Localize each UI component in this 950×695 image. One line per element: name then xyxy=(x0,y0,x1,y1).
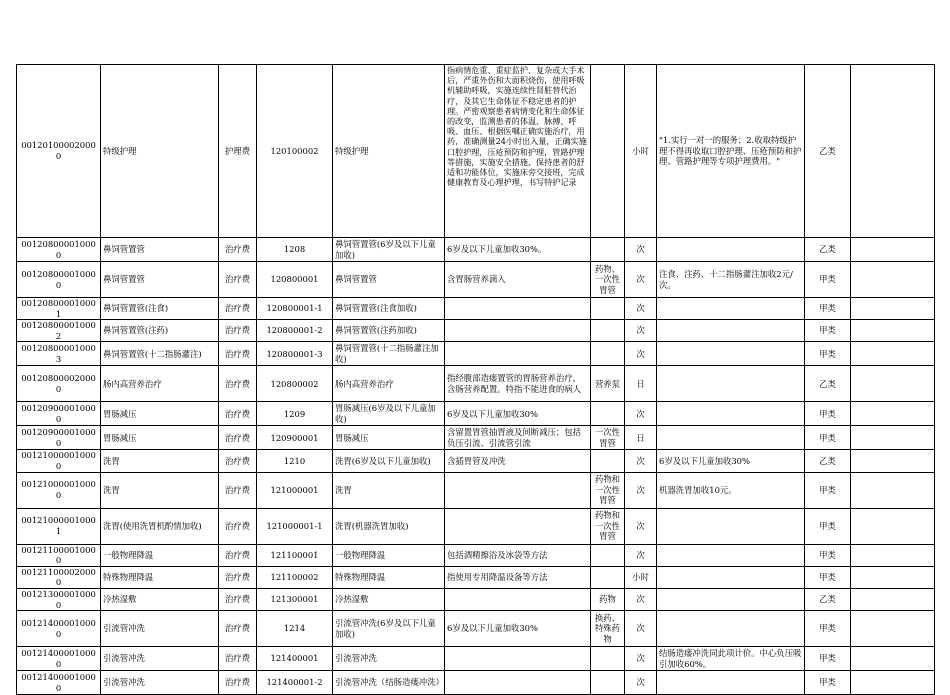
code-cell: 001209000010000 xyxy=(17,426,101,450)
unit-cell: 日 xyxy=(625,366,657,402)
table-row xyxy=(17,611,935,647)
note-cell xyxy=(657,426,805,450)
note-cell: "1.实行一对一的服务；2.收取特级护理不得再收取口腔护理、压疮预防和护理、管路护理等专项护理费用。" xyxy=(657,65,805,238)
type-cell: 乙类 xyxy=(805,366,851,402)
category-cell: 治疗费 xyxy=(219,588,257,610)
description-cell xyxy=(445,508,591,544)
exclusion-cell: 药物、一次性胃管 xyxy=(591,262,625,298)
category-cell: 治疗费 xyxy=(219,611,257,647)
exclusion-cell: 药物 xyxy=(591,588,625,610)
type-cell: 乙类 xyxy=(805,65,851,238)
name-cell: 胃肠减压 xyxy=(101,402,219,426)
type-cell: 甲类 xyxy=(805,647,851,671)
exclusion-cell: 一次性胃管 xyxy=(591,426,625,450)
table-row xyxy=(17,238,935,262)
type-cell: 乙类 xyxy=(805,588,851,610)
exclusion-cell: 药物和一次性胃管 xyxy=(591,472,625,508)
type-cell: 乙类 xyxy=(805,450,851,472)
name-cell: 引流管冲洗 xyxy=(101,611,219,647)
item-code-cell: 120900001 xyxy=(257,426,333,450)
code-cell: 001208000010000 xyxy=(17,262,101,298)
exclusion-cell: 药物和一次性胃管 xyxy=(591,508,625,544)
description-cell: 含胃肠营养滴入 xyxy=(445,262,591,298)
item-name-cell: 引流管冲洗(6岁及以下儿童加收) xyxy=(333,611,445,647)
item-name-cell: 鼻饲管置管(十二指肠灌注加收) xyxy=(333,342,445,366)
extra-cell xyxy=(851,544,935,566)
description-cell xyxy=(445,320,591,342)
table-row xyxy=(17,298,935,320)
unit-cell: 次 xyxy=(625,611,657,647)
note-cell xyxy=(657,611,805,647)
type-cell: 甲类 xyxy=(805,671,851,695)
type-cell: 甲类 xyxy=(805,508,851,544)
name-cell: 鼻饲管置管(注药) xyxy=(101,320,219,342)
note-cell xyxy=(657,508,805,544)
name-cell: 洗胃(使用洗胃机酌情加收) xyxy=(101,508,219,544)
code-cell: 001208000020000 xyxy=(17,366,101,402)
extra-cell xyxy=(851,508,935,544)
table-row xyxy=(17,588,935,610)
type-cell: 甲类 xyxy=(805,262,851,298)
name-cell: 引流管冲洗 xyxy=(101,647,219,671)
extra-cell xyxy=(851,611,935,647)
code-cell: 001208000010003 xyxy=(17,342,101,366)
exclusion-cell xyxy=(591,342,625,366)
item-name-cell: 特殊物理降温 xyxy=(333,566,445,588)
item-name-cell: 冷热湿敷 xyxy=(333,588,445,610)
extra-cell xyxy=(851,366,935,402)
extra-cell xyxy=(851,566,935,588)
name-cell: 鼻饲管置管 xyxy=(101,262,219,298)
extra-cell xyxy=(851,65,935,238)
unit-cell: 次 xyxy=(625,544,657,566)
name-cell: 特殊物理降温 xyxy=(101,566,219,588)
exclusion-cell xyxy=(591,298,625,320)
type-cell: 甲类 xyxy=(805,426,851,450)
table-row xyxy=(17,65,935,238)
unit-cell: 次 xyxy=(625,320,657,342)
item-code-cell: 120100002 xyxy=(257,65,333,238)
description-cell: 包括酒精擦浴及冰袋等方法 xyxy=(445,544,591,566)
unit-cell: 次 xyxy=(625,450,657,472)
extra-cell xyxy=(851,262,935,298)
category-cell: 治疗费 xyxy=(219,426,257,450)
extra-cell xyxy=(851,472,935,508)
table-row xyxy=(17,366,935,402)
category-cell: 治疗费 xyxy=(219,366,257,402)
description-cell xyxy=(445,588,591,610)
table-row xyxy=(17,647,935,671)
category-cell: 治疗费 xyxy=(219,450,257,472)
item-name-cell: 引流管冲洗 xyxy=(333,647,445,671)
note-cell: 机器洗胃加收10元。 xyxy=(657,472,805,508)
code-cell: 001208000010001 xyxy=(17,298,101,320)
item-code-cell: 1214 xyxy=(257,611,333,647)
code-cell: 001208000010002 xyxy=(17,320,101,342)
note-cell: 结肠造瘘冲洗同此项计价。中心负压吸引加收60%。 xyxy=(657,647,805,671)
item-name-cell: 胃肠减压(6岁及以下儿童加收) xyxy=(333,402,445,426)
name-cell: 一般物理降温 xyxy=(101,544,219,566)
unit-cell: 次 xyxy=(625,262,657,298)
exclusion-cell xyxy=(591,65,625,238)
description-cell: 指经腹部造瘘置管的胃肠营养治疗，含肠营养配置。特指不能进食的病人 xyxy=(445,366,591,402)
extra-cell xyxy=(851,238,935,262)
extra-cell xyxy=(851,342,935,366)
extra-cell xyxy=(851,298,935,320)
category-cell: 治疗费 xyxy=(219,647,257,671)
type-cell: 甲类 xyxy=(805,566,851,588)
extra-cell xyxy=(851,402,935,426)
type-cell: 甲类 xyxy=(805,402,851,426)
type-cell: 甲类 xyxy=(805,544,851,566)
note-cell xyxy=(657,402,805,426)
item-code-cell: 120800001 xyxy=(257,262,333,298)
item-code-cell: 120800001-2 xyxy=(257,320,333,342)
name-cell: 引流管冲洗 xyxy=(101,671,219,695)
category-cell: 治疗费 xyxy=(219,262,257,298)
table-row xyxy=(17,342,935,366)
table-row xyxy=(17,450,935,472)
note-cell: 6岁及以下儿童加收30% xyxy=(657,450,805,472)
unit-cell: 次 xyxy=(625,588,657,610)
description-cell: 指病情危重、重症监护、复杂或大手术后，严重外伤和大面积烧伤，使用呼吸机辅助呼吸，实施连续性肾脏替代治疗，及其它生命体征不稳定患者的护理。严密观察患者病情变化和生命体征的改变，监测患者的体温、脉搏、呼吸、血压、根据医嘱正确实施治疗，用药，准确测量24小时出入量，正确实施口腔护理，压疮预防和护理，管路护理等措施，实施安全措施，保持患者的舒适和功能体位，实施床旁交接班，完成健康教育及心理护理，书写特护记录 xyxy=(445,65,591,238)
exclusion-cell xyxy=(591,544,625,566)
item-code-cell: 121300001 xyxy=(257,588,333,610)
note-cell xyxy=(657,238,805,262)
exclusion-cell xyxy=(591,450,625,472)
item-code-cell: 121000001-1 xyxy=(257,508,333,544)
exclusion-cell xyxy=(591,320,625,342)
table-row xyxy=(17,566,935,588)
table-row xyxy=(17,426,935,450)
note-cell xyxy=(657,366,805,402)
code-cell: 001210000010000 xyxy=(17,450,101,472)
exclusion-cell xyxy=(591,647,625,671)
code-cell: 001211000020000 xyxy=(17,566,101,588)
note-cell xyxy=(657,671,805,695)
item-code-cell: 121400001-2 xyxy=(257,671,333,695)
table-row xyxy=(17,544,935,566)
name-cell: 洗胃 xyxy=(101,450,219,472)
unit-cell: 次 xyxy=(625,342,657,366)
unit-cell: 次 xyxy=(625,647,657,671)
category-cell: 治疗费 xyxy=(219,320,257,342)
item-name-cell: 特级护理 xyxy=(333,65,445,238)
unit-cell: 小时 xyxy=(625,65,657,238)
item-code-cell: 1209 xyxy=(257,402,333,426)
item-code-cell: 1210 xyxy=(257,450,333,472)
item-name-cell: 胃肠减压 xyxy=(333,426,445,450)
code-cell: 001209000010000 xyxy=(17,402,101,426)
description-cell xyxy=(445,298,591,320)
exclusion-cell: 换药、特殊药物 xyxy=(591,611,625,647)
code-cell: 001210000010000 xyxy=(17,472,101,508)
type-cell: 甲类 xyxy=(805,298,851,320)
extra-cell xyxy=(851,588,935,610)
type-cell: 甲类 xyxy=(805,342,851,366)
name-cell: 鼻饲管置管 xyxy=(101,238,219,262)
note-cell xyxy=(657,544,805,566)
exclusion-cell xyxy=(591,402,625,426)
note-cell xyxy=(657,588,805,610)
name-cell: 特级护理 xyxy=(101,65,219,238)
note-cell xyxy=(657,566,805,588)
note-cell: 注食、注药、十二指肠灌注加收2元/次。 xyxy=(657,262,805,298)
code-cell: 001213000010000 xyxy=(17,588,101,610)
item-name-cell: 洗胃(6岁及以下儿童加收) xyxy=(333,450,445,472)
category-cell: 治疗费 xyxy=(219,238,257,262)
table-row xyxy=(17,472,935,508)
item-code-cell: 120800001-3 xyxy=(257,342,333,366)
item-code-cell: 120800001-1 xyxy=(257,298,333,320)
unit-cell: 次 xyxy=(625,472,657,508)
type-cell: 甲类 xyxy=(805,472,851,508)
exclusion-cell xyxy=(591,566,625,588)
name-cell: 胃肠减压 xyxy=(101,426,219,450)
type-cell: 甲类 xyxy=(805,320,851,342)
category-cell: 治疗费 xyxy=(219,402,257,426)
description-cell xyxy=(445,671,591,695)
unit-cell: 日 xyxy=(625,426,657,450)
table-row xyxy=(17,320,935,342)
extra-cell xyxy=(851,426,935,450)
description-cell: 6岁及以下儿童加收30%。 xyxy=(445,238,591,262)
item-name-cell: 鼻饲管置管(注食加收) xyxy=(333,298,445,320)
item-name-cell: 洗胃 xyxy=(333,472,445,508)
exclusion-cell xyxy=(591,238,625,262)
item-code-cell: 121100002 xyxy=(257,566,333,588)
extra-cell xyxy=(851,320,935,342)
description-cell: 指使用专用降温设备等方法 xyxy=(445,566,591,588)
name-cell: 鼻饲管置管(十二指肠灌注) xyxy=(101,342,219,366)
item-code-cell: 120800002 xyxy=(257,366,333,402)
description-cell: 6岁及以下儿童加收30% xyxy=(445,611,591,647)
price-sheet xyxy=(16,64,935,695)
extra-cell xyxy=(851,671,935,695)
note-cell xyxy=(657,298,805,320)
unit-cell: 次 xyxy=(625,508,657,544)
item-code-cell: 121400001 xyxy=(257,647,333,671)
category-cell: 护理费 xyxy=(219,65,257,238)
category-cell: 治疗费 xyxy=(219,298,257,320)
category-cell: 治疗费 xyxy=(219,342,257,366)
code-cell: 001214000010000 xyxy=(17,611,101,647)
item-name-cell: 鼻饲管置管(6岁及以下儿童加收) xyxy=(333,238,445,262)
table-row xyxy=(17,262,935,298)
category-cell: 治疗费 xyxy=(219,508,257,544)
item-name-cell: 一般物理降温 xyxy=(333,544,445,566)
description-cell: 含插胃管及冲洗 xyxy=(445,450,591,472)
description-cell xyxy=(445,342,591,366)
code-cell: 001214000010000 xyxy=(17,647,101,671)
table-row xyxy=(17,402,935,426)
item-name-cell: 鼻饲管置管(注药加收) xyxy=(333,320,445,342)
item-name-cell: 肠内高营养治疗 xyxy=(333,366,445,402)
code-cell: 001210000010001 xyxy=(17,508,101,544)
category-cell: 治疗费 xyxy=(219,472,257,508)
exclusion-cell: 营养泵 xyxy=(591,366,625,402)
name-cell: 冷热湿敷 xyxy=(101,588,219,610)
description-cell: 6岁及以下儿童加收30% xyxy=(445,402,591,426)
extra-cell xyxy=(851,647,935,671)
type-cell: 乙类 xyxy=(805,238,851,262)
item-code-cell: 1208 xyxy=(257,238,333,262)
unit-cell: 次 xyxy=(625,238,657,262)
description-cell: 含留置胃管抽胃液及间断减压；包括负压引流、引流管引流 xyxy=(445,426,591,450)
unit-cell: 次 xyxy=(625,298,657,320)
unit-cell: 小时 xyxy=(625,566,657,588)
name-cell: 鼻饲管置管(注食) xyxy=(101,298,219,320)
note-cell xyxy=(657,320,805,342)
item-code-cell: 121000001 xyxy=(257,472,333,508)
code-cell: 001201000020000 xyxy=(17,65,101,238)
code-cell: 001208000010000 xyxy=(17,238,101,262)
code-cell: 001211000010000 xyxy=(17,544,101,566)
description-cell xyxy=(445,472,591,508)
item-name-cell: 鼻饲管置管 xyxy=(333,262,445,298)
category-cell: 治疗费 xyxy=(219,671,257,695)
description-cell xyxy=(445,647,591,671)
table-row xyxy=(17,508,935,544)
item-name-cell: 引流管冲洗（结肠造瘘冲洗） xyxy=(333,671,445,695)
code-cell: 001214000010000 xyxy=(17,671,101,695)
category-cell: 治疗费 xyxy=(219,544,257,566)
exclusion-cell xyxy=(591,671,625,695)
category-cell: 治疗费 xyxy=(219,566,257,588)
price-table xyxy=(16,64,935,695)
unit-cell: 次 xyxy=(625,402,657,426)
name-cell: 肠内高营养治疗 xyxy=(101,366,219,402)
item-name-cell: 洗胃(机器洗胃加收) xyxy=(333,508,445,544)
extra-cell xyxy=(851,450,935,472)
item-code-cell: 121100001 xyxy=(257,544,333,566)
type-cell: 甲类 xyxy=(805,611,851,647)
unit-cell: 次 xyxy=(625,671,657,695)
table-row xyxy=(17,671,935,695)
note-cell xyxy=(657,342,805,366)
name-cell: 洗胃 xyxy=(101,472,219,508)
